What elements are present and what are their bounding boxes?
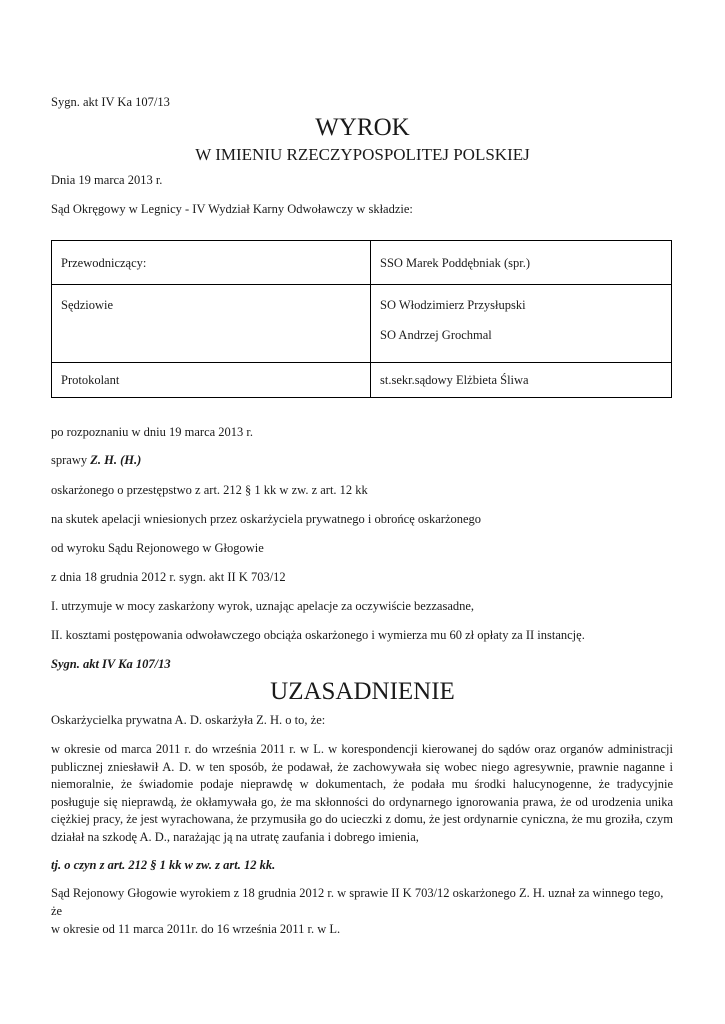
role-label: Protokolant (61, 373, 120, 387)
judgment-date: Dnia 19 marca 2013 r. (51, 173, 163, 187)
clerk-name: st.sekr.sądowy Elżbieta Śliwa (380, 373, 529, 387)
judgment-subtitle: W IMIENIU RZECZYPOSPOLITEJ POLSKIEJ (195, 145, 530, 164)
court-line: Sąd Okręgowy w Legnicy - IV Wydział Karny Odwoławczy w składzie: (51, 202, 413, 216)
verdict-line: oskarżonego o przestępstwo z art. 212 § 1 kk w zw. z art. 12 kk (51, 483, 368, 497)
names-cell (371, 285, 672, 363)
judge-name: SO Włodzimierz Przysłupski (380, 298, 526, 312)
justification-paragraph: Oskarżycielka prywatna A. D. oskarżyła Z. H. o to, że: (51, 713, 326, 727)
justification-paragraph: w okresie od 11 marca 2011r. do 16 września 2011 r. w L. (51, 922, 341, 936)
table-row (52, 363, 672, 398)
justification-paragraph: Sąd Rejonowy Głogowie wyrokiem z 18 grudnia 2012 r. w sprawie II K 703/12 oskarżonego Z. H. uznał za winnego tego, że (51, 886, 664, 918)
table-row (52, 241, 672, 285)
judgment-title: WYROK (315, 114, 410, 141)
defendant-name: Z. H. (H.) (90, 453, 142, 467)
verdict-line: z dnia 18 grudnia 2012 r. sygn. akt II K 703/12 (51, 570, 286, 584)
role-cell (52, 363, 371, 398)
justification-title: UZASADNIENIE (270, 678, 455, 705)
justification-case-reference: Sygn. akt IV Ka 107/13 (51, 657, 171, 671)
role-label: Sędziowie (61, 298, 114, 312)
justification-paragraph: w okresie od marca 2011 r. do września 2011 r. w L. w korespondencji kierowanej do sądów oraz organów administracji publicznej zniesławił A. D. w ten sposób, że podawał, że zachowywała się wobec niego agresywnie, prawnie naganne i niemoralnie, że świadomie podaje nieprawdę w dokumentach, że podała mu środki halucynogenne, że tradycyjnie posługuje się nieprawdą, że okłamywała go, że ma skłonności do ordynarnego ignorowania prawa, że od urodzenia unika ciężkiej pracy, że jest wyrachowana, że przymusiła go do ucieczki z domu, że jest ordynarnie cyniczna, że mu groziła, czym działał na szkodę A. D., narażając ją na utratę zaufania i dobrego imienia, (51, 742, 673, 844)
names-cell (371, 241, 672, 285)
verdict-line: od wyroku Sądu Rejonowego w Głogowie (51, 541, 264, 555)
court-composition-table (51, 240, 672, 398)
verdict-defendant-line (51, 452, 141, 468)
case-reference: Sygn. akt IV Ka 107/13 (51, 95, 170, 109)
judge-name: SSO Marek Poddębniak (spr.) (380, 256, 530, 270)
judge-name: SO Andrzej Grochmal (380, 328, 492, 342)
table-row (52, 285, 672, 363)
verdict-point: I. utrzymuje w mocy zaskarżony wyrok, uznając apelacje za oczywiście bezzasadne, (51, 599, 475, 613)
charge-line: tj. o czyn z art. 212 § 1 kk w zw. z art. 12 kk. (51, 858, 276, 872)
role-label: Przewodniczący: (61, 256, 147, 270)
verdict-line: sprawy (51, 453, 91, 467)
verdict-line: na skutek apelacji wniesionych przez oskarżyciela prywatnego i obrońcę oskarżonego (51, 512, 482, 526)
verdict-line: po rozpoznaniu w dniu 19 marca 2013 r. (51, 425, 254, 439)
verdict-point: II. kosztami postępowania odwoławczego obciąża oskarżonego i wymierza mu 60 zł opłaty za II instancję. (51, 628, 585, 642)
role-cell (52, 241, 371, 285)
names-cell (371, 363, 672, 398)
role-cell (52, 285, 371, 363)
